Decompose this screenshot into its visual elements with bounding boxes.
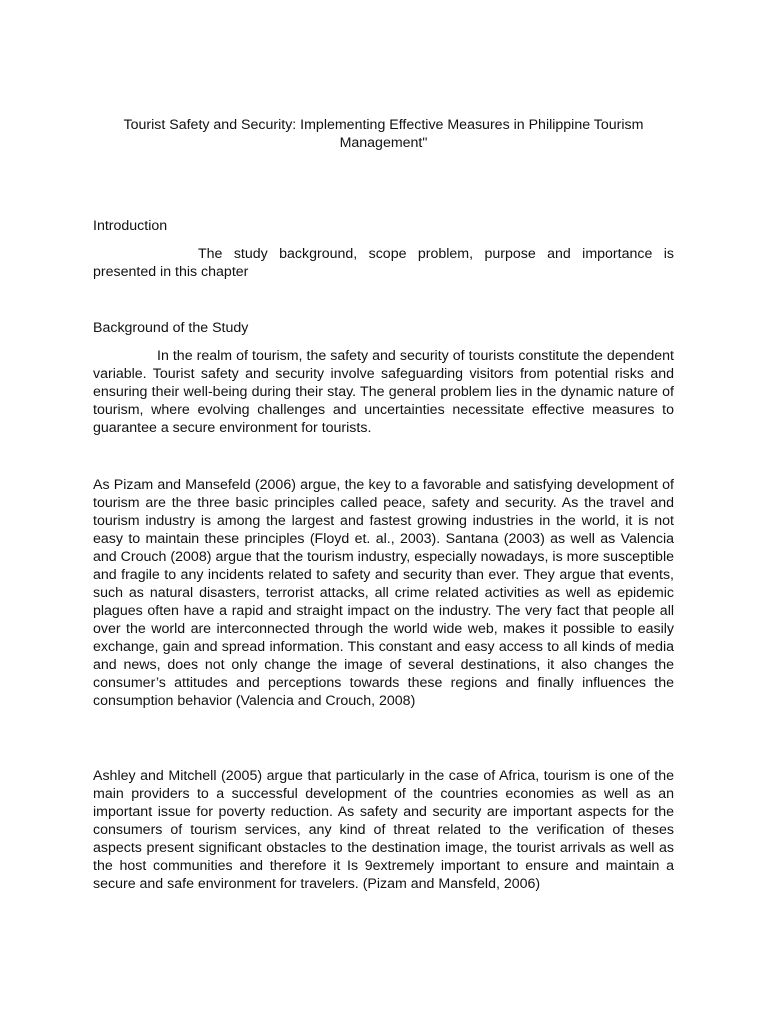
- document-page: [93, 0, 674, 1024]
- document-title: Tourist Safety and Security: Implementing Effective Measures in Philippine Tourism Management": [123, 117, 644, 151]
- introduction-heading: Introduction: [93, 218, 168, 234]
- background-paragraph-2: As Pizam and Mansefeld (2006) argue, the key to a favorable and satisfying development of tourism are the three basic principles called peace, safety and security. As the travel and tourism industry is among the largest and fastest growing industries in the world, it is not easy to maintain these principles (Floyd et. al., 2003). Santana (2003) as well as Valencia and Crouch (2008) argue that the tourism industry, especially nowadays, is more susceptible and fragile to any incidents related to safety and security than ever. They argue that events, such as natural disasters, terrorist attacks, all crime related activities as well as epidemic plagues often have a rapid and straight impact on the industry. The very fact that people all over the world are interconnected through the world wide web, makes it possible to easily exchange, gain and spread information. This constant and easy access to all kinds of media and news, does not only change the image of several destinations, it also changes the consumer’s attitudes and perceptions towards these regions and finally influences the consumption behavior (Valencia and Crouch, 2008): [93, 477, 674, 709]
- background-heading: Background of the Study: [93, 320, 249, 336]
- introduction-paragraph: The study background, scope problem, purpose and importance is presented in this chapter: [93, 246, 674, 280]
- background-paragraph-3: Ashley and Mitchell (2005) argue that particularly in the case of Africa, tourism is one of the main providers to a successful development of the countries economies as well as an important issue for poverty reduction. As safety and security are important aspects for the consumers of tourism services, any kind of threat related to the verification of theses aspects present significant obstacles to the destination image, the tourist arrivals as well as the host communities and therefore it Is 9extremely important to ensure and maintain a secure and safe environment for travelers. (Pizam and Mansfeld, 2006): [93, 768, 674, 892]
- background-paragraph-1: In the realm of tourism, the safety and security of tourists constitute the dependent variable. Tourist safety and security involve safeguarding visitors from potential risks and ensuring their well-being during their stay. The general problem lies in the dynamic nature of tourism, where evolving challenges and uncertainties necessitate effective measures to guarantee a secure environment for tourists.: [93, 348, 674, 436]
